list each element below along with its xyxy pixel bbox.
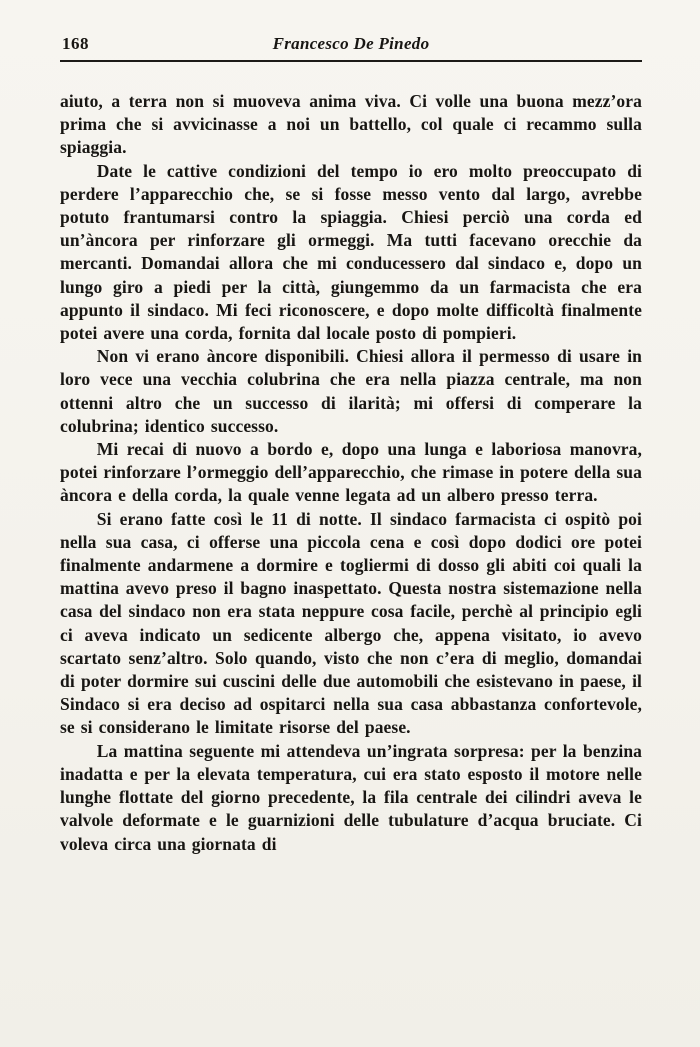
paragraph: Non vi erano àncore disponibili. Chiesi allora il permesso di usare in loro vece una vecchia colubrina che era nella piazza centrale, ma non ottenni altro che un successo di ilarità; mi offersi di comperare la colubrina; identico successo. [60,346,642,436]
paragraph: Si erano fatte così le 11 di notte. Il sindaco farmacista ci ospitò poi nella sua casa, ci offerse una piccola cena e così dopo dodici ore potei finalmente andarmene a dormire e togliermi di dosso gli abiti coi quali la mattina avevo preso il bagno inaspettato. Questa nostra sistemazione nella casa del sindaco non era stata neppure cosa facile, perchè al principio egli ci aveva indicato un sedicente albergo che, appena visitato, io avevo scartato senz’altro. Solo quando, visto che non c’era di meglio, domandai di poter dormire sui cuscini delle due automobili che esistevano in paese, il Sindaco si era deciso ad ospitarci nella sua casa abbastanza confortevole, se si considerano le limitate risorse del paese. [60,508,642,738]
page-number: 168 [62,34,89,53]
running-title: Francesco De Pinedo [272,34,430,53]
page-header [60,34,642,62]
body-text [60,90,642,856]
paragraph: La mattina seguente mi attendeva un’ingrata sorpresa: per la benzina inadatta e per la elevata temperatura, cui era stato esposto il motore nelle lunghe flottate del giorno precedente, la fila centrale dei cilindri aveva le valvole deformate e le guarnizioni delle tubulature d’acqua bruciate. Ci voleva circa una giornata di [60,740,642,854]
paragraph: Date le cattive condizioni del tempo io ero molto preoccupato di perdere l’apparecchio che, se si fosse messo vento dal largo, avrebbe potuto frantumarsi contro la spiaggia. Chiesi perciò una corda ed un’àncora per rinforzare gli ormeggi. Ma tutti facevano orecchie da mercanti. Domandai allora che mi conducessero dal sindaco e, dopo un lungo giro a piedi per la città, giungemmo da un farmacista che era appunto il sindaco. Mi feci riconoscere, e dopo molte difficoltà finalmente potei avere una corda, fornita dal locale posto di pompieri. [60,160,642,344]
paragraph: Mi recai di nuovo a bordo e, dopo una lunga e laboriosa manovra, potei rinforzare l’ormeggio dell’apparecchio, che rimase in potere della sua àncora e della corda, la quale venne legata ad un albero presso terra. [60,439,642,506]
paragraph: aiuto, a terra non si muoveva anima viva. Ci volle una buona mezz’ora prima che si avvicinasse a noi un battello, col quale ci recammo sulla spiaggia. [60,91,642,158]
